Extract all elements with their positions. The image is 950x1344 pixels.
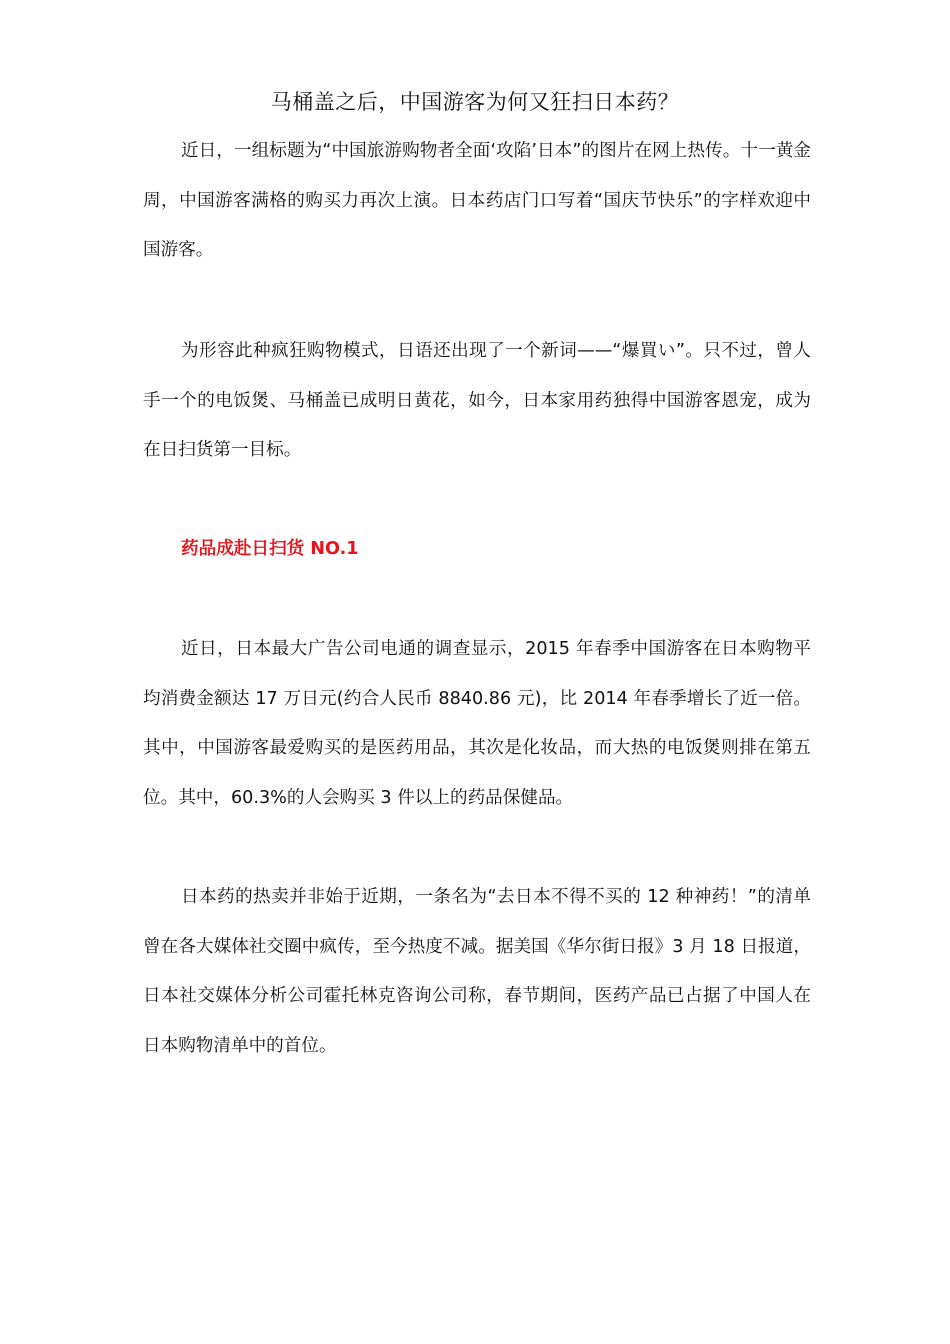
article-title: 马桶盖之后，中国游客为何又狂扫日本药？ bbox=[270, 90, 680, 114]
paragraph-intro: 近日，一组标题为“中国旅游购物者全面‘攻陷’日本”的图片在网上热传。十一黄金周，中国游客满格的购买力再次上演。日本药店门口写着“国庆节快乐”的字样欢迎中国游客。 bbox=[143, 141, 811, 260]
paragraph-survey: 近日，日本最大广告公司电通的调查显示，2015 年春季中国游客在日本购物平均消费金额达 17 万日元(约合人民币 8840.86 元)，比 2014 年春季增长了近一倍。其中，中国游客最爱购买的是医药用品，其次是化妆品，而大热的电饭煲则排在第五位。其中，60.3%的人会购买 3 件以上的药品保健品。 bbox=[143, 639, 811, 808]
section-heading: 药品成赴日扫货 NO.1 bbox=[181, 539, 359, 559]
paragraph-medicine-list: 日本药的热卖并非始于近期，一条名为“去日本不得不买的 12 种神药！”的清单曾在各大媒体社交圈中疯传，至今热度不减。据美国《华尔街日报》3 月 18 日报道，日本社交媒体分析公司霍托林克咨询公司称，春节期间，医药产品已占据了中国人在日本购物清单中的首位。 bbox=[143, 887, 811, 1056]
paragraph-shopping-mode: 为形容此种疯狂购物模式，日语还出现了一个新词——“爆買い”。只不过，曾人手一个的电饭煲、马桶盖已成明日黄花，如今，日本家用药独得中国游客恩宠，成为在日扫货第一目标。 bbox=[143, 341, 811, 460]
